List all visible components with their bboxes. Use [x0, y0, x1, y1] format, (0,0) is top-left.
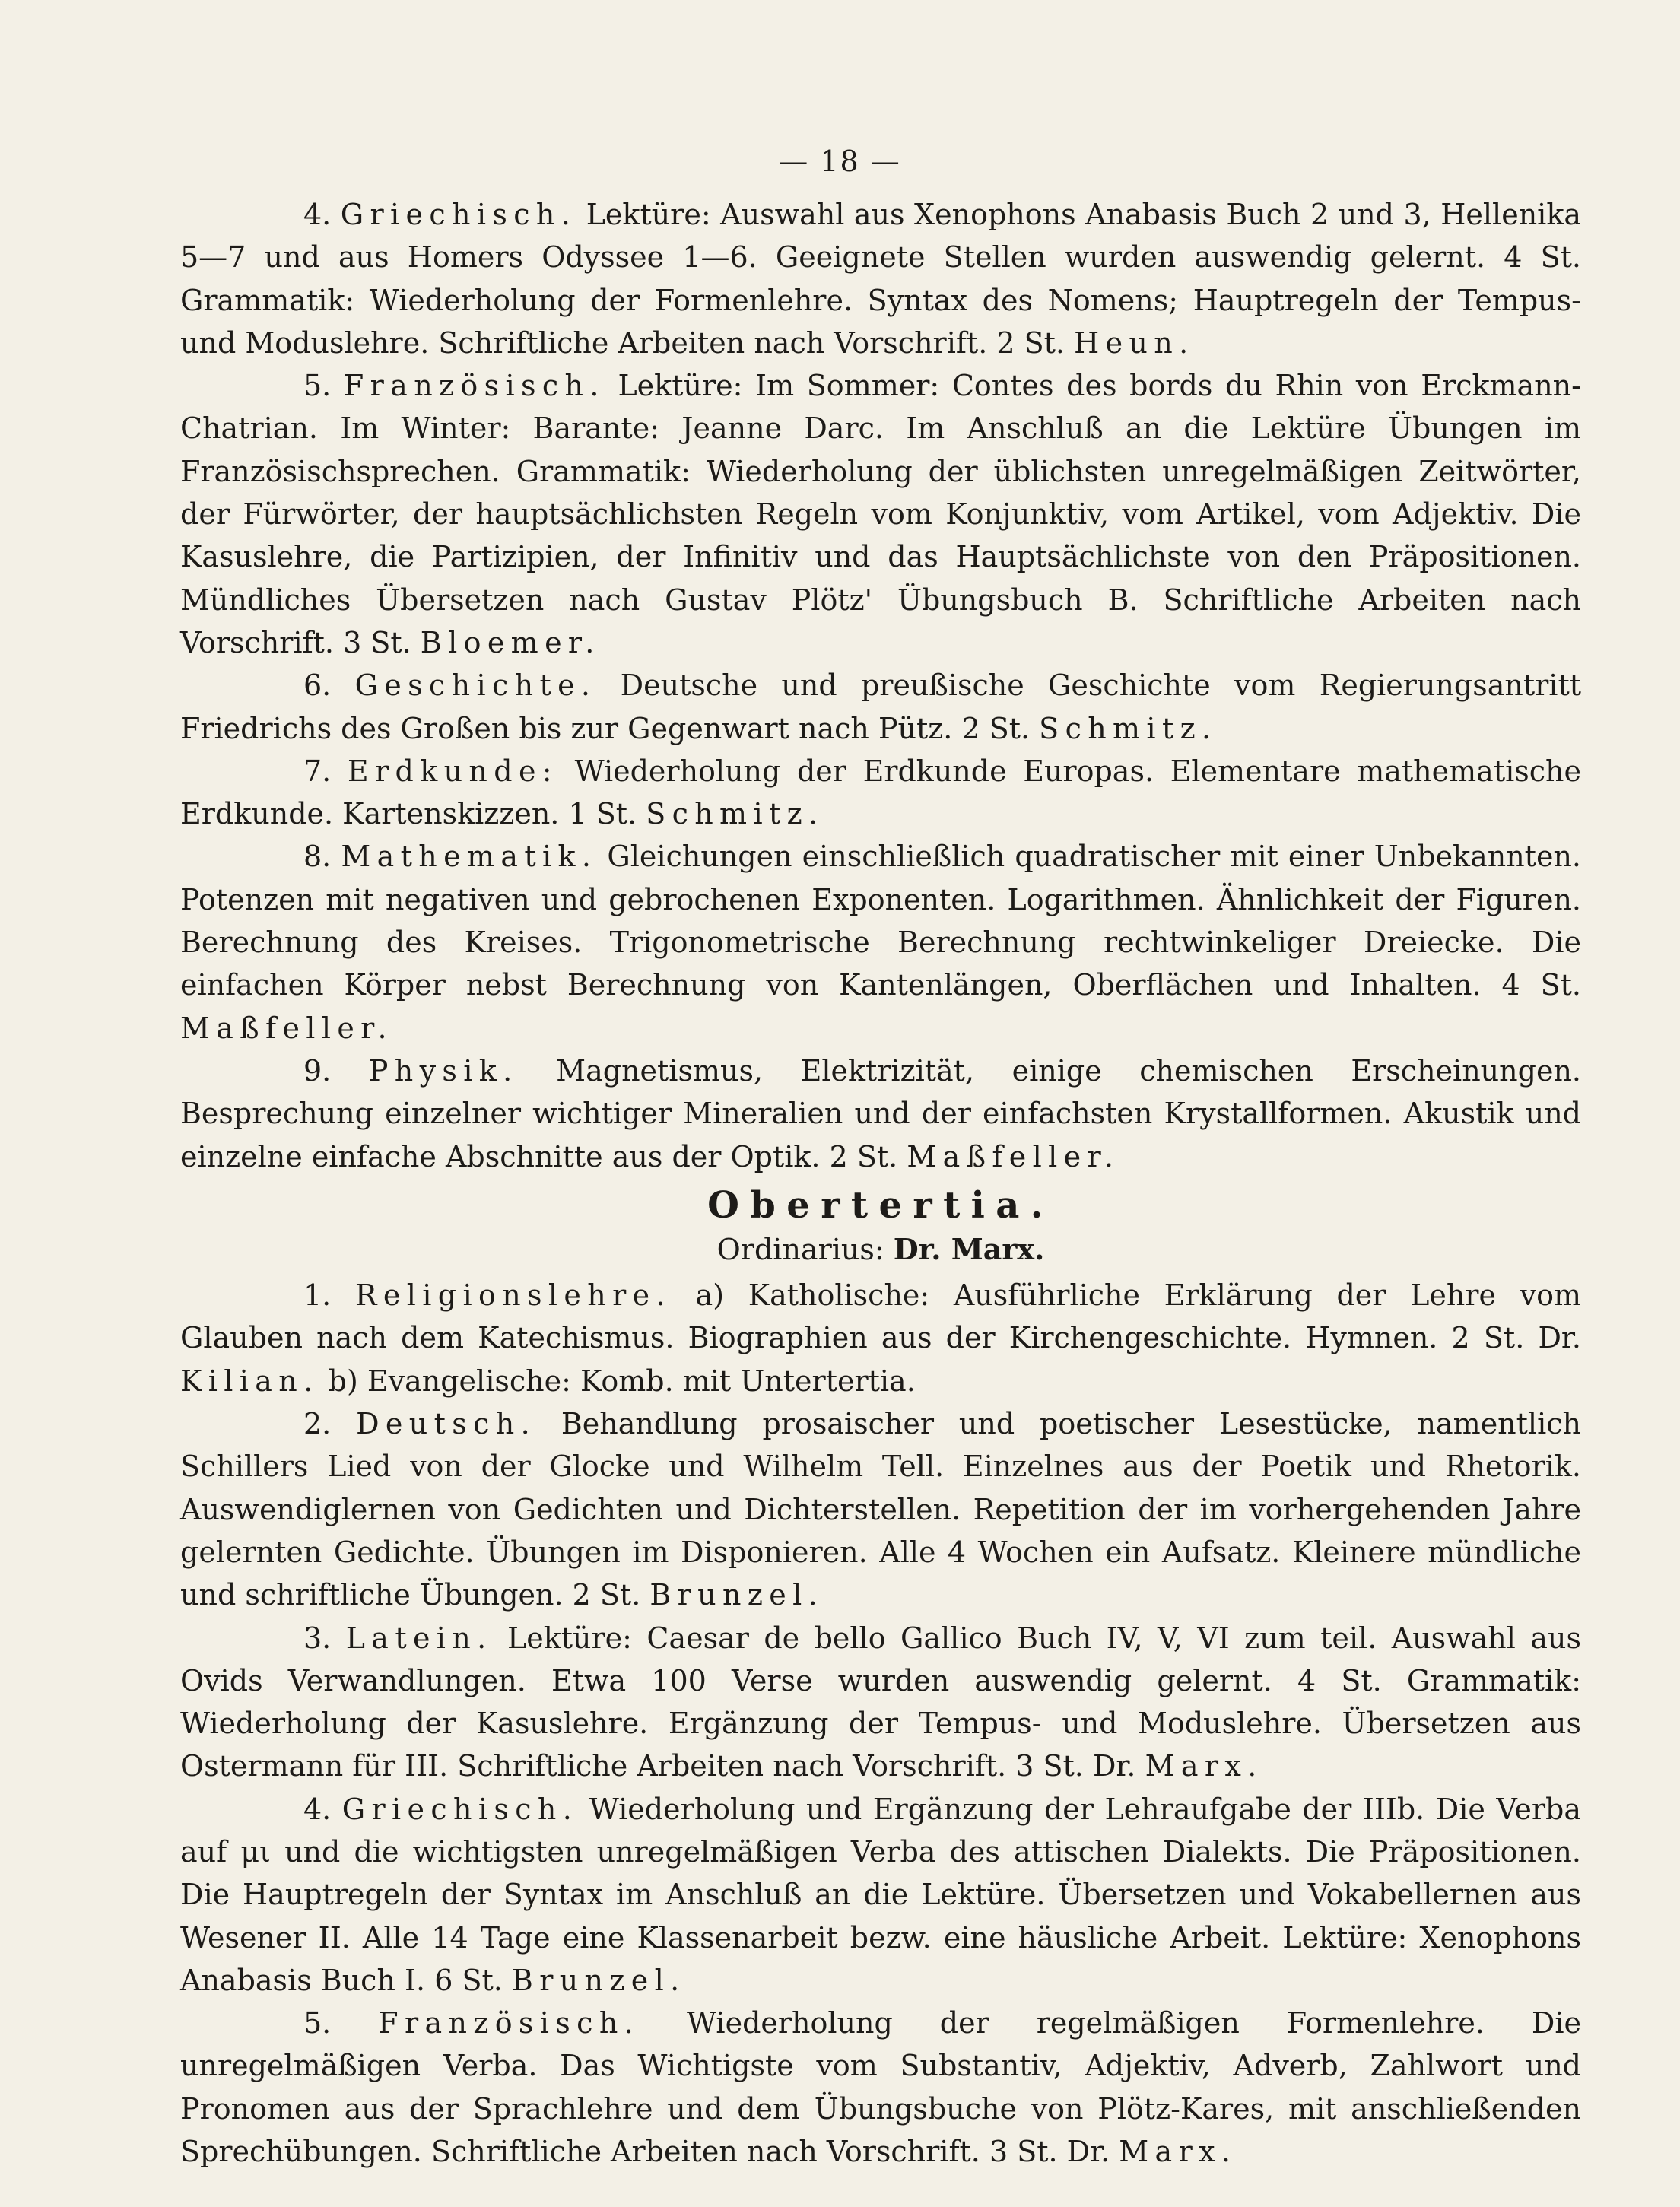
paragraph-text: Wiederholung der Erdkunde Europas. Elementare mathematische Erdkunde. Kartenskizzen. 1 St.: [180, 754, 1581, 831]
paragraph-text: Deutsche und preußische Geschichte vom Regierungsantritt Friedrichs des Großen bis zur Gegenwart nach Pütz. 2 St.: [180, 668, 1581, 745]
subject-heading: Französisch.: [343, 369, 605, 403]
paragraph-erdkunde-iiib: [180, 750, 1581, 836]
item-number: 7.: [303, 754, 332, 788]
subject-heading: Französisch.: [378, 2006, 640, 2040]
teacher-name: Schmitz.: [1039, 711, 1218, 745]
teacher-name: Marx.: [1119, 2135, 1237, 2169]
teacher-name: Brunzel.: [511, 1963, 686, 1997]
item-number: 4.: [303, 1792, 332, 1826]
paragraph-geschichte-iiib: [180, 664, 1581, 750]
item-number: 4.: [303, 198, 332, 231]
paragraph-deutsch-iiia: [180, 1402, 1581, 1616]
paragraph-text: a) Katholische: Ausführliche Erklärung der Lehre vom Glauben nach dem Katechismus. Biographien aus der Kirchengeschichte. Hymnen. 2 St. Dr.: [180, 1278, 1581, 1355]
teacher-name: Brunzel.: [649, 1578, 824, 1612]
item-number: 6.: [303, 668, 332, 703]
item-number: 8.: [303, 840, 332, 874]
paragraph-text: b) Evangelische: Komb. mit Untertertia.: [319, 1364, 916, 1398]
item-number: 1.: [303, 1278, 332, 1313]
item-number: 2.: [303, 1407, 332, 1441]
paragraph-text: Wiederholung und Ergänzung der Lehraufgabe der IIIb. Die Verba auf μι und die wichtigsten unregelmäßigen Verba des attischen Dialekts. Die Präpositionen. Die Hauptregeln der Syntax im Anschluß an die Lektüre. Übersetzen und Vokabellernen aus Wesener II. Alle 14 Tage eine Klassenarbeit bezw. eine häusliche Arbeit. Lektüre: Xenophons Anabasis Buch I. 6 St.: [180, 1792, 1581, 1997]
teacher-name: Schmitz.: [646, 797, 824, 831]
subject-heading: Deutsch.: [356, 1407, 537, 1441]
subject-heading: Erdkunde:: [347, 754, 558, 788]
teacher-name: Marx.: [1145, 1749, 1263, 1783]
paragraph-griechisch-iiib: [180, 193, 1581, 364]
paragraph-text: Lektüre: Caesar de bello Gallico Buch IV, V, VI zum teil. Auswahl aus Ovids Verwandlungen. Etwa 100 Verse wurden auswendig gelernt. 4 St. Grammatik: Wiederholung der Kasuslehre. Ergänzung der Tempus- und Moduslehre. Übersetzen aus Ostermann für III. Schriftliche Arbeiten nach Vorschrift. 3 St. Dr.: [180, 1621, 1581, 1783]
item-number: 9.: [303, 1053, 332, 1088]
subject-heading: Religionslehre.: [354, 1278, 672, 1313]
item-number: 5.: [303, 2006, 332, 2040]
paragraph-text: Lektüre: Auswahl aus Xenophons Anabasis Buch 2 und 3, Hellenika 5—7 und aus Homers Odyssee 1—6. Geeignete Stellen wurden auswendig gelernt. 4 St. Grammatik: Wiederholung der Formenlehre. Syntax des Nomens; Hauptregeln der Tempus- und Moduslehre. Schriftliche Arbeiten nach Vorschrift. 2 St.: [180, 198, 1581, 360]
paragraph-latein-iiia: [180, 1617, 1581, 1788]
teacher-name: Kilian.: [180, 1364, 319, 1398]
section-title-obertertia: Obertertia.: [707, 1183, 1054, 1227]
ordinarius-label: Ordinarius:: [716, 1232, 884, 1266]
text-block: [180, 0, 1581, 2173]
paragraph-mathematik-iiib: [180, 835, 1581, 1049]
subject-heading: Physik.: [368, 1053, 519, 1088]
paragraph-text: Behandlung prosaischer und poetischer Lesestücke, namentlich Schillers Lied von der Glocke und Wilhelm Tell. Einzelnes aus der Poetik und Rhetorik. Auswendiglernen von Gedichten und Dichterstellen. Repetition der im vorhergehenden Jahre gelernten Gedichte. Übungen im Disponieren. Alle 4 Wochen ein Aufsatz. Kleinere mündliche und schriftliche Übungen. 2 St.: [180, 1407, 1581, 1612]
teacher-name: Heun.: [1074, 325, 1195, 360]
paragraph-text: Gleichungen einschließlich quadratischer mit einer Unbekannten. Potenzen mit negativen und gebrochenen Exponenten. Logarithmen. Ähnlichkeit der Figuren. Berechnung des Kreises. Trigonometrische Berechnung rechtwinkeliger Dreiecke. Die einfachen Körper nebst Berechnung von Kantenlängen, Oberflächen und Inhalten. 4 St.: [180, 840, 1581, 1002]
paragraph-religion-iiia: [180, 1274, 1581, 1402]
paragraph-franzoesisch-iiia: [180, 2002, 1581, 2173]
teacher-name: Maßfeller.: [180, 1011, 393, 1045]
paragraph-physik-iiib: [180, 1050, 1581, 1178]
paragraph-text: Wiederholung der regelmäßigen Formenlehre. Die unregelmäßigen Verba. Das Wichtigste vom Substantiv, Adjektiv, Adverb, Zahlwort und Pronomen aus der Sprachlehre und dem Übungsbuche von Plötz-Kares, mit anschließenden Sprechübungen. Schriftliche Arbeiten nach Vorschrift. 3 St. Dr.: [180, 2006, 1581, 2169]
paragraph-franzoesisch-iiib: [180, 364, 1581, 664]
teacher-name: Bloemer.: [420, 625, 601, 659]
subject-heading: Mathematik.: [341, 840, 598, 874]
ordinarius-name: Dr. Marx.: [893, 1231, 1045, 1266]
item-number: 3.: [303, 1621, 332, 1655]
paragraph-text: Magnetismus, Elektrizität, einige chemischen Erscheinungen. Besprechung einzelner wichtiger Mineralien und der einfachsten Krystallformen. Akustik und einzelne einfache Abschnitte aus der Optik. 2 St.: [180, 1053, 1581, 1173]
teacher-name: Maßfeller.: [907, 1139, 1120, 1173]
subject-heading: Geschichte.: [354, 668, 597, 703]
item-number: 5.: [303, 369, 332, 403]
page-number: — 18 —: [779, 144, 901, 178]
paragraph-text: Lektüre: Im Sommer: Contes des bords du Rhin von Erckmann-Chatrian. Im Winter: Barante: Jeanne Darc. Im Anschluß an die Lektüre Übungen im Französischsprechen. Grammatik: Wiederholung der üblichsten unregelmäßigen Zeitwörter, der Fürwörter, der hauptsächlichsten Regeln vom Konjunktiv, vom Artikel, vom Adjektiv. Die Kasuslehre, die Partizipien, der Infinitiv und das Hauptsächlichste von den Präpositionen. Mündliches Übersetzen nach Gustav Plötz' Übungsbuch B. Schriftliche Arbeiten nach Vorschrift. 3 St.: [180, 369, 1581, 659]
paragraph-griechisch-iiia: [180, 1788, 1581, 2002]
ordinarius-line: [180, 1228, 1581, 1271]
subject-heading: Latein.: [345, 1621, 493, 1655]
subject-heading: Griechisch.: [341, 1792, 579, 1826]
subject-heading: Griechisch.: [340, 198, 577, 231]
